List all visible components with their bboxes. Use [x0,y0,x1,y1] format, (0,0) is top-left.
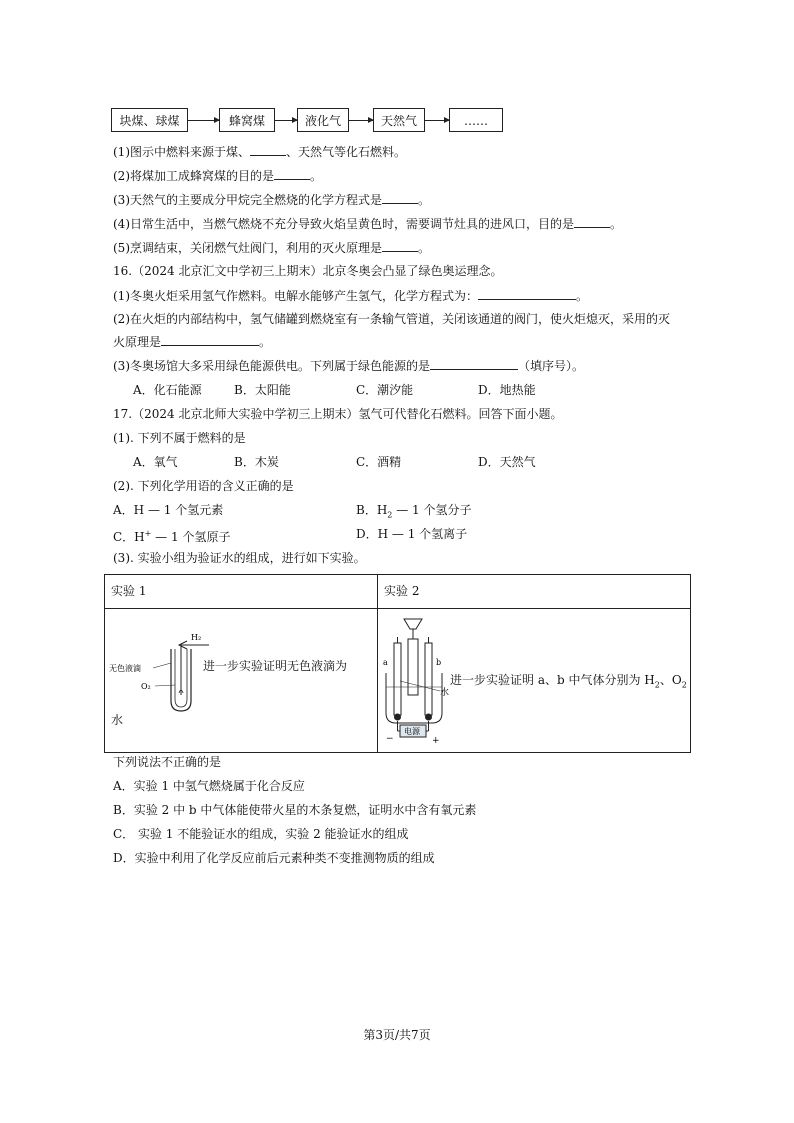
q15-line-4: (4)日常生活中，当燃气燃烧不充分导致火焰呈黄色时，需要调节灶具的进风口，目的是 。 [113,217,623,231]
q16-option-c: C．潮汐能 [356,383,414,397]
q17-sub2-option-b: B．$H_2$ — 1 个氢分子 [356,503,472,520]
flow-arrow [188,120,219,121]
q16-option-a: A．化石能源 [133,383,202,397]
q16-option-d: D．地热能 [478,383,536,397]
flow-step-honeycomb: 蜂窝煤 [219,108,275,132]
exp1-label-h2: H₂ [191,633,202,642]
q17-sub1-option-b: B．木炭 [234,455,279,469]
q17-sub3: (3). 实验小组为验证水的组成，进行如下实验。 [113,551,366,565]
exp1-text-2: 水 [111,713,124,727]
q17-sub1-option-d: D．天然气 [478,455,536,469]
q15-line-3: (3)天然气的主要成分甲烷完全燃烧的化学方程式是 。 [113,193,431,207]
q16-line-1: (1)冬奥火炬采用氢气作燃料。电解水能够产生氢气，化学方程式为： 。 [113,289,589,303]
flow-arrow [275,120,297,121]
exp2-label-a: a [383,658,388,667]
flow-arrow [425,120,449,121]
exp2-label-power: 电源 [404,727,420,736]
q16-line-2: (2)在火炬的内部结构中，氢气储罐到燃烧室有一条输气管道，关闭该通道的阀门，使火炬熄灭，采用的灭 [113,312,671,326]
exp2-label-water: 水 [440,688,450,698]
table-head-exp1: 实验 1 [105,575,378,609]
q17-sub2-option-c: C．H+ — 1 个氢原子 [113,529,231,544]
q17-stem: 下列说法不正确的是 [113,755,222,769]
exp1-label-o2: O₂ [141,682,151,691]
q17-sub2: (2). 下列化学用语的含义正确的是 [113,479,294,493]
exp2-label-b: b [436,658,442,667]
exp2-text: 进一步实验证明 a、b 中气体分别为 $H_2$、$O_2$ [450,673,687,690]
exp2-plus: + [432,736,440,746]
flow-step-coal: 块煤、球煤 [111,108,188,132]
q16-header: 16.（2024 北京汇文中学初三上期末）北京冬奥会凸显了绿色奥运理念。 [113,264,503,278]
q17-sub2-option-a: A．H — 1 个氢元素 [113,503,224,517]
exp1-text-1: 进一步实验证明无色液滴为 [203,659,348,673]
q15-line-2: (2)将煤加工成蜂窝煤的目的是 。 [113,169,323,183]
q17-option-a: A．实验 1 中氢气燃烧属于化合反应 [113,779,305,793]
flow-step-etc: …… [449,108,503,132]
page-footer: 第3页/共7页 [363,1028,431,1042]
q17-sub1-option-c: C．酒精 [356,455,402,469]
table-head-exp2: 实验 2 [378,575,691,609]
exp2-electrolysis-icon [380,613,460,749]
q16-option-b: B．太阳能 [234,383,291,397]
exp2-cell [378,609,691,753]
q16-line-3: (3)冬奥场馆大多采用绿色能源供电。下列属于绿色能源的是 （填序号）。 [113,359,585,373]
q17-sub1: (1). 下列不属于燃料的是 [113,431,246,445]
q15-line-5: (5)烹调结束，关闭燃气灶阀门，利用的灭火原理是 。 [113,241,431,255]
q16-line-2b: 火原理是 。 [113,335,272,349]
exp1-label-drop: 无色液滴 [109,664,141,673]
flow-step-natural-gas: 天然气 [373,108,425,132]
q17-sub1-option-a: A．氧气 [133,455,178,469]
experiment-table [104,574,691,753]
q15-line-1: (1)图示中燃料来源于煤、 、天然气等化石燃料。 [113,145,407,159]
q17-option-c: C． 实验 1 不能验证水的组成，实验 2 能验证水的组成 [113,827,409,841]
exp2-minus: − [386,734,394,744]
q17-option-b: B．实验 2 中 b 中气体能使带火星的木条复燃，证明水中含有氧元素 [113,803,477,817]
fuel-flow-diagram [111,108,501,134]
exp1-cell [105,609,378,753]
q17-sub2-option-d: D．H — 1 个氢离子 [356,527,468,541]
flow-arrow [349,120,373,121]
q17-header: 17.（2024 北京北师大实验中学初三上期末）氢气可代替化石燃料。回答下面小题。 [113,407,563,421]
flow-step-lpg: 液化气 [297,108,349,132]
q17-option-d: D．实验中利用了化学反应前后元素种类不变推测物质的组成 [113,851,435,865]
